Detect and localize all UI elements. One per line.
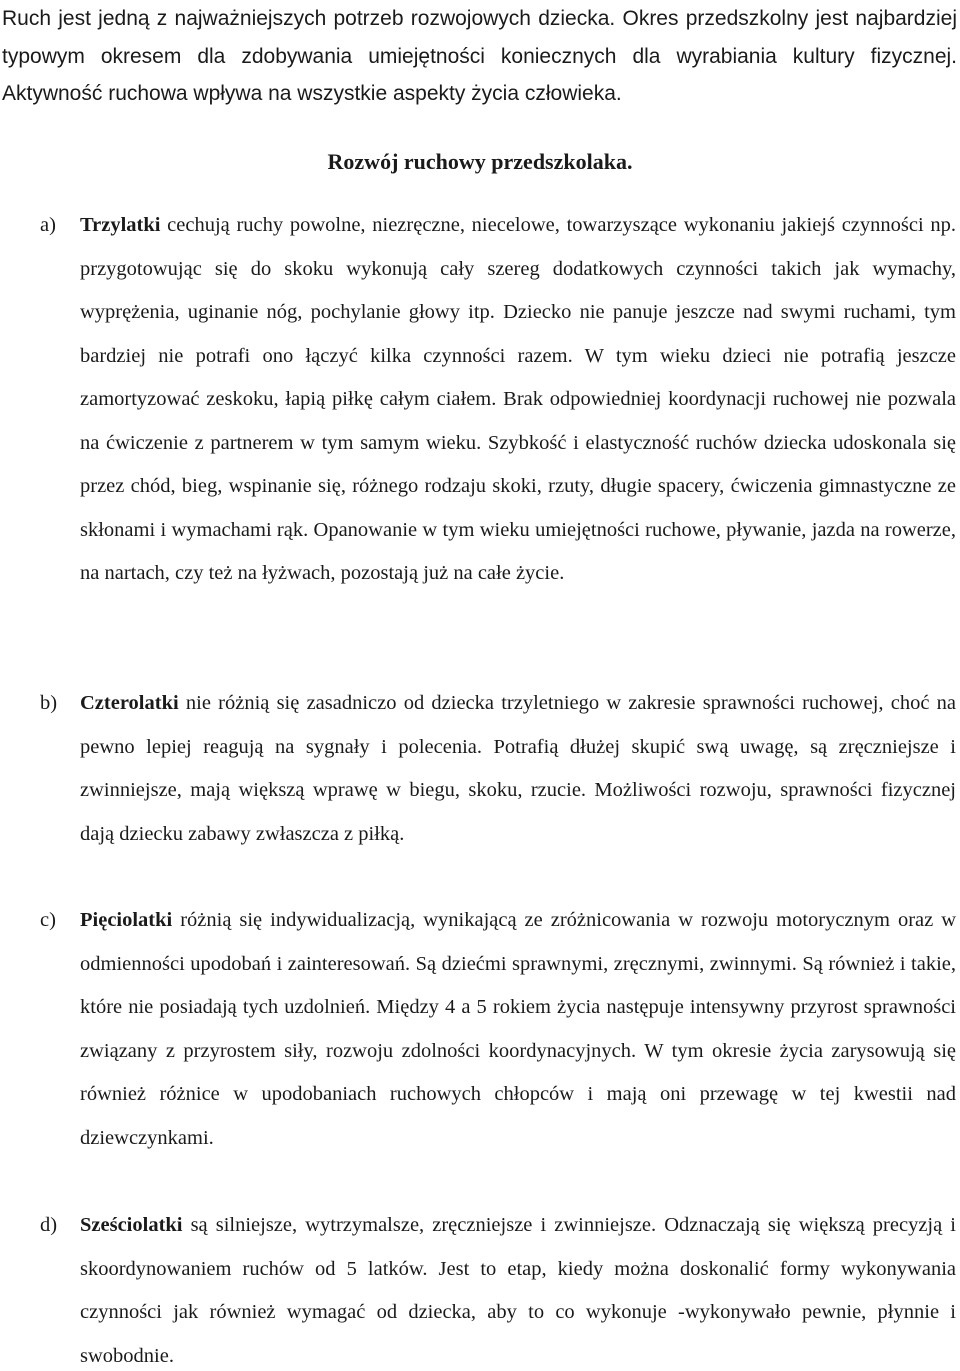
term-label: Sześciolatki [80, 1214, 183, 1236]
item-body: różnią się indywidualizacją, wynikającą ze zróżnicowania w rozwoju motorycznym oraz w odmienności upodobań i zainteresowań. Są dziećmi sprawnymi, zręcznymi, zwinnymi. Są również i takie, które nie posiadają tych uzdolnień. Między 4 a 5 rokiem życia następuje intensywny przyrost sprawności związany z przyrostem siły, rozwoju zdolności koordynacyjnych. W tym okresie życia zarysowują się również różnice w upodobaniach ruchowych chłopców i mają oni przewagę w tej kwestii nad dziewczynkami. [80, 909, 956, 1149]
intro-paragraph: Ruch jest jedną z najważniejszych potrzeb rozwojowych dziecka. Okres przedszkolny jest najbardziej typowym okresem dla zdobywania umiejętności koniecznych dla wyrabiania kultury fizycznej. Aktywność ruchowa wpływa na wszystkie aspekty życia człowieka. [2, 7, 957, 105]
list-marker: d) [40, 1214, 58, 1236]
list-item-text [80, 682, 956, 856]
list-marker: b) [40, 692, 58, 714]
list-marker: a) [40, 214, 56, 236]
section-heading: Rozwój ruchowy przedszkolaka. [327, 149, 633, 174]
list-item-text [80, 204, 956, 596]
list-item-text [80, 899, 956, 1160]
item-body: cechują ruchy powolne, niezręczne, niecelowe, towarzyszące wykonaniu jakiejś czynności np. przygotowując się do skoku wykonują cały szereg dodatkowych czynności takich jak wymachy, wyprężenia, uginanie nóg, pochylanie głowy itp. Dziecko nie panuje jeszcze nad swymi ruchami, tym bardziej nie potrafi ono łączyć kilka czynności razem. W tym wieku dzieci nie potrafią jeszcze zamortyzować zeskoku, łapią piłkę całym ciałem. Brak odpowiedniej koordynacji ruchowej nie pozwala na ćwiczenie z partnerem w tym samym wieku. Szybkość i elastyczność ruchów dziecka udoskonala się przez chód, bieg, wspinanie się, różnego rodzaju skoki, rzuty, długie spacery, ćwiczenia gimnastyczne ze skłonami i wymachami rąk. Opanowanie w tym wieku umiejętności ruchowe, pływanie, jazda na rowerze, na nartach, czy też na łyżwach, pozostają już na całe życie. [80, 214, 956, 584]
list-item-text [80, 1204, 956, 1371]
term-label: Trzylatki [80, 214, 161, 236]
term-label: Czterolatki [80, 692, 179, 714]
term-label: Pięciolatki [80, 909, 173, 931]
list-marker: c) [40, 909, 56, 931]
item-body: są silniejsze, wytrzymalsze, zręczniejsze i zwinniejsze. Odznaczają się większą precyzją i skoordynowaniem ruchów od 5 latków. Jest to etap, kiedy można doskonalić formy wykonywania czynności jak również wymagać od dziecka, aby to co wykonuje -wykonywało pewnie, płynnie i swobodnie. [80, 1214, 956, 1367]
item-body: nie różnią się zasadniczo od dziecka trzyletniego w zakresie sprawności ruchowej, choć na pewno lepiej reagują na sygnały i polecenia. Potrafią dłużej skupić swą uwagę, są zręczniejsze i zwinniejsze, mają większą wprawę w biegu, skoku, rzucie. Możliwości rozwoju, sprawności fizycznej dają dziecku zabawy zwłaszcza z piłką. [80, 692, 956, 845]
